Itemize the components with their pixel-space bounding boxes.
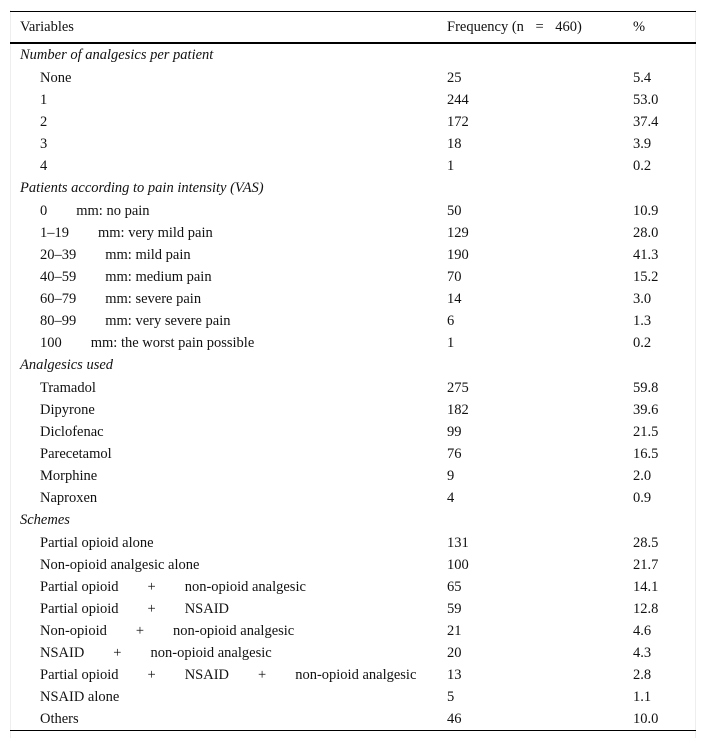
row-frequency: 65 <box>447 578 462 595</box>
row-label: 1 <box>40 91 48 108</box>
section-title: Analgesics used <box>20 357 114 373</box>
row-percent: 12.8 <box>633 600 659 617</box>
row-label: Dipyrone <box>40 401 95 418</box>
table-row <box>10 377 696 399</box>
table-body <box>10 43 696 731</box>
row-label: Partial opioid + non-opioid analgesic <box>40 578 306 595</box>
row-frequency: 50 <box>447 202 462 219</box>
row-frequency: 131 <box>447 534 469 551</box>
table-row <box>10 155 696 177</box>
row-label: Partial opioid alone <box>40 534 154 551</box>
row-percent: 41.3 <box>633 246 659 263</box>
row-frequency: 13 <box>447 666 462 683</box>
row-percent: 1.1 <box>633 688 652 705</box>
row-percent: 10.9 <box>633 202 659 219</box>
row-percent: 15.2 <box>633 268 659 285</box>
row-percent: 3.9 <box>633 135 652 152</box>
row-percent: 28.5 <box>633 534 659 551</box>
row-label: Partial opioid + NSAID + non-opioid analgesic <box>40 666 417 683</box>
row-label: 20–39 mm: mild pain <box>40 246 191 263</box>
header-row <box>10 12 696 44</box>
table-row <box>10 487 696 509</box>
row-frequency: 190 <box>447 246 469 263</box>
row-percent: 28.0 <box>633 224 659 241</box>
section-title: Schemes <box>20 512 70 528</box>
row-percent: 4.6 <box>633 622 652 639</box>
row-percent: 16.5 <box>633 445 659 462</box>
row-label: Diclofenac <box>40 423 104 440</box>
header-percent: % <box>633 18 646 35</box>
row-frequency: 275 <box>447 379 469 396</box>
row-percent: 2.0 <box>633 467 652 484</box>
table-row <box>10 67 696 89</box>
row-frequency: 129 <box>447 224 469 241</box>
row-percent: 4.3 <box>633 644 652 661</box>
table-row <box>10 200 696 222</box>
row-frequency: 4 <box>447 489 455 506</box>
table-row <box>10 266 696 288</box>
row-label: Morphine <box>40 467 98 484</box>
table-row <box>10 708 696 731</box>
row-label: 80–99 mm: very severe pain <box>40 312 231 329</box>
row-label: NSAID alone <box>40 688 120 705</box>
row-percent: 3.0 <box>633 290 652 307</box>
header-frequency: Frequency (n = 460) <box>447 18 582 35</box>
table-row <box>10 686 696 708</box>
row-percent: 0.2 <box>633 157 652 174</box>
header-variables: Variables <box>20 18 74 35</box>
row-label: 4 <box>40 157 48 174</box>
row-frequency: 59 <box>447 600 462 617</box>
row-percent: 14.1 <box>633 578 659 595</box>
row-label: 60–79 mm: severe pain <box>40 290 202 307</box>
table-row <box>10 576 696 598</box>
row-frequency: 20 <box>447 644 462 661</box>
row-label: Naproxen <box>40 489 98 506</box>
table-row <box>10 310 696 332</box>
table-row <box>10 443 696 465</box>
row-frequency: 172 <box>447 113 469 130</box>
row-percent: 2.8 <box>633 666 652 683</box>
table-row <box>10 332 696 354</box>
row-label: 40–59 mm: medium pain <box>40 268 212 285</box>
row-percent: 39.6 <box>633 401 659 418</box>
table-row <box>10 133 696 155</box>
row-frequency: 182 <box>447 401 469 418</box>
row-percent: 21.7 <box>633 556 659 573</box>
row-frequency: 1 <box>447 334 455 351</box>
table-row <box>10 554 696 576</box>
table-row <box>10 89 696 111</box>
row-percent: 59.8 <box>633 379 659 396</box>
row-label: Others <box>40 710 79 727</box>
row-label: 0 mm: no pain <box>40 202 150 219</box>
table-row <box>10 421 696 443</box>
row-frequency: 14 <box>447 290 462 307</box>
row-label: Parecetamol <box>40 445 112 462</box>
table-row <box>10 642 696 664</box>
table-header <box>10 12 696 44</box>
table-row <box>10 288 696 310</box>
table-row <box>10 244 696 266</box>
row-label: NSAID + non-opioid analgesic <box>40 644 272 661</box>
row-frequency: 9 <box>447 467 455 484</box>
table-row <box>10 111 696 133</box>
row-label: Partial opioid + NSAID <box>40 600 230 617</box>
table-row <box>10 465 696 487</box>
row-percent: 1.3 <box>633 312 652 329</box>
row-frequency: 99 <box>447 423 462 440</box>
row-frequency: 70 <box>447 268 462 285</box>
row-frequency: 25 <box>447 69 462 86</box>
row-percent: 10.0 <box>633 710 659 727</box>
row-label: Non-opioid + non-opioid analgesic <box>40 622 295 639</box>
row-frequency: 76 <box>447 445 462 462</box>
table-row <box>10 598 696 620</box>
row-label: 3 <box>40 135 48 152</box>
table-row <box>10 399 696 421</box>
row-frequency: 100 <box>447 556 469 573</box>
section-title: Number of analgesics per patient <box>20 47 214 63</box>
analgesics-table <box>10 11 696 731</box>
section-title: Patients according to pain intensity (VAS) <box>20 180 264 196</box>
table-row <box>10 620 696 642</box>
section-row <box>10 177 696 200</box>
row-label: 100 mm: the worst pain possible <box>40 334 255 351</box>
table-row <box>10 222 696 244</box>
row-percent: 53.0 <box>633 91 659 108</box>
row-label: Non-opioid analgesic alone <box>40 556 200 573</box>
table-row <box>10 664 696 686</box>
row-frequency: 244 <box>447 91 469 108</box>
row-percent: 5.4 <box>633 69 652 86</box>
row-frequency: 1 <box>447 157 455 174</box>
row-percent: 21.5 <box>633 423 659 440</box>
row-frequency: 5 <box>447 688 455 705</box>
row-frequency: 46 <box>447 710 462 727</box>
row-label: None <box>40 69 72 86</box>
section-row <box>10 509 696 532</box>
row-percent: 0.2 <box>633 334 652 351</box>
row-percent: 0.9 <box>633 489 652 506</box>
row-frequency: 21 <box>447 622 462 639</box>
section-row <box>10 354 696 377</box>
table-row <box>10 532 696 554</box>
section-row <box>10 43 696 67</box>
row-label: 1–19 mm: very mild pain <box>40 224 213 241</box>
row-label: 2 <box>40 113 48 130</box>
row-label: Tramadol <box>40 379 96 396</box>
row-frequency: 18 <box>447 135 462 152</box>
row-percent: 37.4 <box>633 113 659 130</box>
row-frequency: 6 <box>447 312 455 329</box>
